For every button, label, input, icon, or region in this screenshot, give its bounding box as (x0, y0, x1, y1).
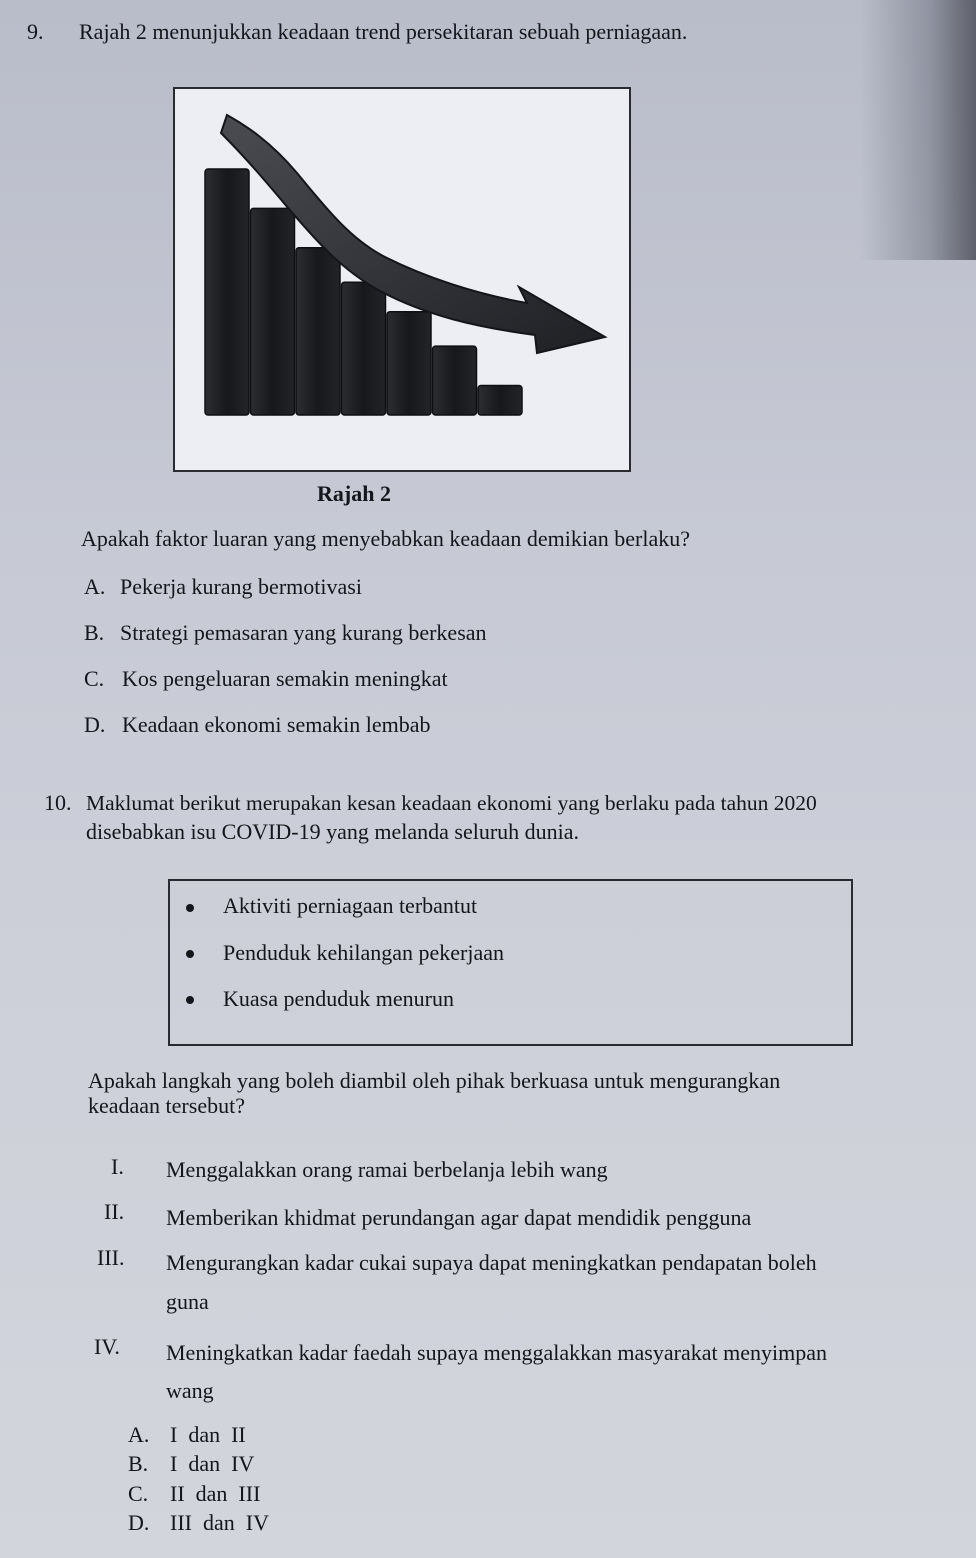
statement-text: Meningkatkan kadar faedah supaya menggalakkan masyarakat menyimpan (166, 1340, 827, 1365)
q10-stem-line1: Maklumat berikut merupakan kesan keadaan ekonomi yang berlaku pada tahun 2020 (86, 791, 817, 815)
option-letter: A. (128, 1422, 150, 1447)
statement-text: Menggalakkan orang ramai berbelanja lebih wang (166, 1157, 608, 1182)
figure-rajah-2 (173, 87, 631, 472)
option-letter: B. (84, 620, 105, 645)
chart-bar-4 (342, 282, 386, 415)
figure-caption: Rajah 2 (317, 481, 391, 506)
chart-bar-5 (387, 312, 431, 415)
option-text: Keadaan ekonomi semakin lembab (122, 712, 431, 737)
info-item-3: Kuasa penduduk menurun (223, 986, 454, 1011)
statement-text: Mengurangkan kadar cukai supaya dapat meningkatkan pendapatan boleh (166, 1250, 817, 1275)
chart-bar-1 (205, 169, 249, 415)
option-text: III dan IV (170, 1510, 269, 1535)
chart-bar-7 (478, 386, 522, 416)
chart-bar-3 (296, 248, 340, 415)
option-letter: D. (84, 712, 106, 737)
option-letter: B. (128, 1451, 149, 1476)
q10-question-line2: keadaan tersebut? (88, 1093, 245, 1118)
q10-question-line1: Apakah langkah yang boleh diambil oleh pihak berkuasa untuk mengurangkan (88, 1068, 781, 1093)
bullet-icon (186, 950, 194, 958)
option-text: I dan IV (170, 1451, 255, 1476)
info-item-1: Aktiviti perniagaan terbantut (223, 893, 478, 918)
option-letter: C. (128, 1481, 149, 1506)
option-letter: C. (84, 666, 105, 691)
option-letter: D. (128, 1510, 150, 1535)
statement-roman: II. (104, 1199, 125, 1224)
option-text: Pekerja kurang bermotivasi (120, 574, 362, 599)
q10-stem-line2: disebabkan isu COVID-19 yang melanda seluruh dunia. (86, 819, 580, 844)
option-text: Kos pengeluaran semakin meningkat (122, 666, 448, 691)
q9-question: Apakah faktor luaran yang menyebabkan keadaan demikian berlaku? (81, 526, 691, 551)
declining-trend-chart (175, 89, 629, 470)
statement-roman: I. (111, 1154, 124, 1179)
chart-bar-6 (433, 346, 477, 415)
chart-bar-2 (251, 208, 295, 415)
bullet-icon (186, 996, 194, 1004)
statement-text: Memberikan khidmat perundangan agar dapat mendidik pengguna (166, 1205, 752, 1230)
info-item-2: Penduduk kehilangan pekerjaan (223, 940, 505, 965)
q10-number: 10. (44, 790, 72, 815)
statement-text-cont: wang (166, 1378, 214, 1403)
option-text: I dan II (170, 1422, 246, 1447)
statement-roman: IV. (94, 1334, 120, 1359)
statement-text-cont: guna (166, 1289, 209, 1314)
photo-shadow (860, 0, 976, 260)
statement-roman: III. (97, 1245, 125, 1270)
option-letter: A. (84, 574, 106, 599)
option-text: Strategi pemasaran yang kurang berkesan (120, 620, 487, 645)
q9-number: 9. (27, 19, 44, 44)
q9-stem: Rajah 2 menunjukkan keadaan trend persekitaran sebuah perniagaan. (79, 19, 688, 44)
option-text: II dan III (170, 1481, 261, 1506)
bullet-icon (186, 904, 194, 912)
